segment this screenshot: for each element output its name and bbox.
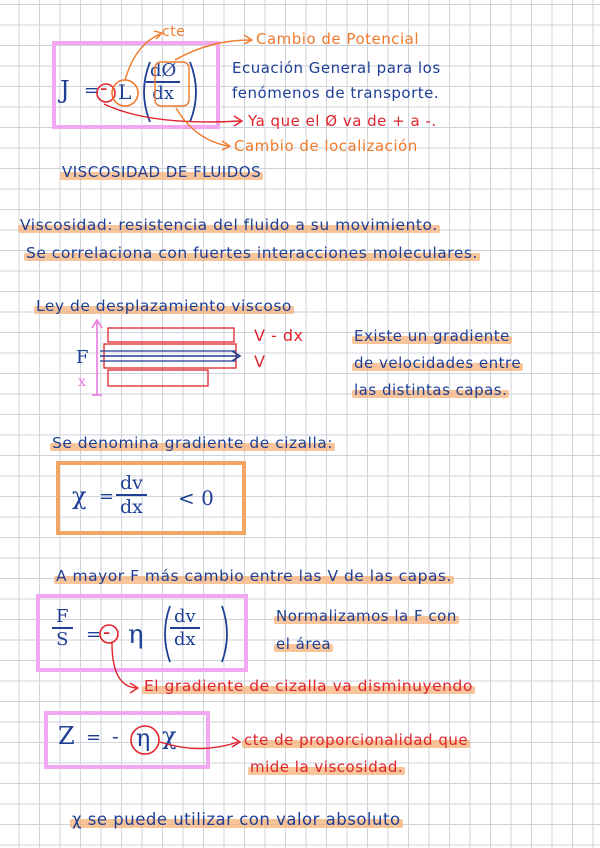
law-title: Ley de desplazamiento viscoso bbox=[36, 297, 292, 315]
definition-line1: Viscosidad: resistencia del fluido a su movimiento. bbox=[20, 216, 438, 234]
shear-intro: Se denomina gradiente de cizalla: bbox=[52, 434, 333, 452]
eq1-lhs: J bbox=[60, 76, 70, 104]
eq2-den2: dx bbox=[174, 629, 196, 650]
eq2-equals: = bbox=[86, 624, 102, 645]
eq2-minus: - bbox=[103, 620, 111, 645]
more-force: A mayor F más cambio entre las V de las capas. bbox=[56, 567, 452, 585]
eq2-coeff: η bbox=[128, 620, 144, 650]
eq1-right-paren bbox=[190, 62, 196, 122]
law-gradient-1: Existe un gradiente bbox=[354, 327, 510, 345]
law-gradient-3: las distintas capas. bbox=[354, 381, 508, 399]
law-axis-label: x bbox=[78, 374, 86, 390]
eq1-coeff: L bbox=[118, 80, 132, 104]
eq1-coeff-circle bbox=[112, 80, 138, 106]
eq3-arrow bbox=[160, 742, 238, 749]
eq1-cte: cte bbox=[162, 24, 186, 40]
note-potential: Cambio de Potencial bbox=[256, 30, 420, 48]
eq2-num: F bbox=[52, 606, 73, 629]
note-minus-reason: Ya que el Ø va de + a -. bbox=[248, 112, 437, 130]
eq1-fraction-box bbox=[155, 62, 189, 106]
shear-relation: < 0 bbox=[178, 486, 214, 510]
eq3-coeff: η bbox=[136, 724, 151, 752]
note-general-eq-2: fenómenos de transporte. bbox=[232, 84, 440, 102]
eq3-var: χ bbox=[162, 722, 177, 750]
eq3-minus: - bbox=[112, 724, 119, 748]
shear-num: dv bbox=[116, 472, 147, 496]
section-title bbox=[62, 163, 261, 181]
shear-equals: = bbox=[99, 486, 115, 507]
law-force-label: F bbox=[76, 347, 89, 368]
layer-bottom bbox=[108, 370, 208, 386]
eq3-note-2: mide la viscosidad. bbox=[250, 758, 404, 776]
final-note: χ se puede utilizar con valor absoluto bbox=[72, 810, 401, 829]
eq1-equals: = bbox=[84, 80, 100, 101]
definition-line2: Se correlaciona con fuertes interacciones moleculares. bbox=[26, 244, 478, 262]
eq2-arrow bbox=[112, 643, 136, 688]
note-general-eq-1: Ecuación General para los bbox=[232, 59, 441, 77]
law-gradient-2: de velocidades entre bbox=[354, 354, 522, 372]
eq1-left-paren bbox=[144, 62, 150, 122]
eq2-den: S bbox=[56, 629, 69, 650]
eq2-num2: dv bbox=[170, 606, 200, 629]
note-location: Cambio de localización bbox=[234, 137, 418, 155]
eq1-minus: - bbox=[100, 76, 108, 101]
location-arrow bbox=[176, 108, 228, 146]
eq1-den: dx bbox=[152, 83, 174, 104]
eq2-arrow-note: El gradiente de cizalla va disminuyendo bbox=[144, 677, 473, 695]
shear-symbol: χ bbox=[72, 482, 87, 510]
eq2-note-1: Normalizamos la F con bbox=[276, 607, 457, 625]
section-title-text: VISCOSIDAD DE FLUIDOS bbox=[62, 163, 262, 181]
eq3-lhs: Z bbox=[58, 722, 75, 750]
layers-diagram bbox=[92, 320, 240, 395]
eq2-right-paren bbox=[222, 606, 227, 662]
eq2-note-2: el área bbox=[276, 635, 332, 653]
eq1-num: dØ bbox=[146, 60, 180, 83]
eq3-note-1: cte de proporcionalidad que bbox=[244, 731, 469, 749]
eq2-left-paren bbox=[165, 606, 170, 662]
eq3-equals: = bbox=[86, 727, 102, 748]
eq2-minus-circle bbox=[100, 625, 118, 643]
law-v-mid: V bbox=[254, 352, 266, 371]
shear-den: dx bbox=[120, 496, 143, 518]
law-v-top: V - dx bbox=[254, 326, 304, 345]
eq3-coeff-circle bbox=[131, 726, 159, 754]
layer-top bbox=[108, 328, 234, 342]
potential-arrow bbox=[175, 40, 250, 60]
